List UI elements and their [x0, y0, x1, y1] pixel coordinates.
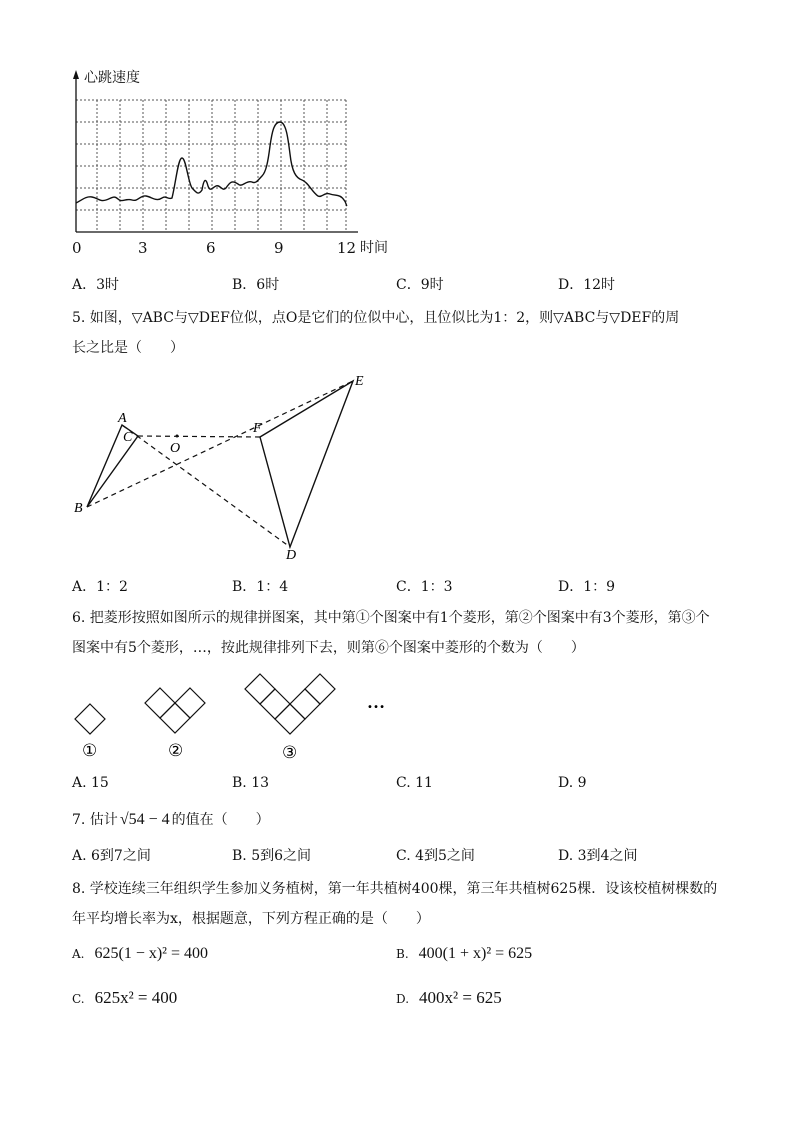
q5-option-d[interactable]: D．1：9: [558, 579, 616, 595]
label-c: C: [123, 430, 133, 445]
q8-option-d-letter: D.: [396, 992, 410, 1006]
chart-tick-3: 3: [138, 239, 148, 257]
chart-x-label: 时间: [360, 240, 388, 256]
heart-rate-chart: [60, 62, 400, 262]
q7-suffix: 的值在（ ）: [171, 812, 270, 828]
q6-option-a[interactable]: A. 15: [72, 775, 109, 791]
center-o: [176, 435, 179, 438]
q6-option-b[interactable]: B. 13: [232, 775, 270, 791]
q7-prefix: 7. 估计: [72, 812, 118, 828]
q6-figure: [60, 668, 420, 768]
q8-option-a-letter: A.: [72, 947, 85, 961]
label-b: B: [74, 501, 83, 516]
q5-option-b[interactable]: B．1：4: [232, 579, 289, 595]
q5-figure: [60, 360, 380, 570]
q7-option-c[interactable]: C. 4到5之间: [396, 848, 475, 864]
q4-option-c[interactable]: C．9时: [396, 277, 444, 293]
chart-tick-0: 0: [72, 239, 82, 257]
pattern-ellipsis: …: [367, 692, 385, 712]
q5-stem-line2: 长之比是（ ）: [72, 340, 184, 356]
q8-option-a[interactable]: [72, 944, 208, 964]
q6-option-c[interactable]: C. 11: [396, 775, 433, 791]
q8-option-a-expr: 625(1 − x)² = 400: [94, 945, 208, 962]
pattern-1-rhombus: [75, 704, 105, 734]
pattern-3: [245, 674, 335, 734]
label-a: A: [118, 411, 127, 426]
chart-tick-6: 6: [206, 239, 216, 257]
q7-expression: √54 − 4: [119, 811, 170, 828]
q8-option-c-letter: C.: [72, 992, 85, 1006]
q7-option-d[interactable]: D. 3到4之间: [558, 848, 638, 864]
q7-stem: [72, 810, 270, 830]
chart-grid: [76, 100, 346, 232]
q4-option-d[interactable]: D．12时: [558, 277, 616, 293]
label-f: F: [253, 421, 262, 436]
similar-triangles-figure: [60, 360, 380, 570]
q5-option-c[interactable]: C．1：3: [396, 579, 453, 595]
label-o: O: [170, 441, 181, 456]
triangle-def: [260, 381, 353, 547]
label-e: E: [355, 374, 364, 389]
q8-stem-line1: 8. 学校连续三年组织学生参加义务植树，第一年共植树400棵，第三年共植树625棵．设该校植树棵数的: [72, 881, 718, 897]
pattern-1-label: ①: [82, 741, 98, 760]
q7-option-b[interactable]: B. 5到6之间: [232, 848, 312, 864]
q8-option-b-expr: 400(1 + x)² = 625: [418, 945, 533, 962]
q8-option-b[interactable]: [396, 944, 532, 964]
chart-tick-9: 9: [274, 239, 284, 257]
pattern-2: [145, 688, 205, 733]
pattern-2-label: ②: [168, 741, 184, 760]
q8-option-d[interactable]: [396, 988, 502, 1009]
q4-option-a[interactable]: A．3时: [72, 277, 120, 293]
label-d: D: [286, 548, 297, 563]
chart-y-label: 心跳速度: [84, 70, 140, 86]
q6-option-d[interactable]: D. 9: [558, 775, 587, 791]
pattern-3-label: ③: [282, 743, 298, 762]
homothety-rays: [87, 381, 353, 547]
q8-option-d-expr: 400x² = 625: [419, 988, 502, 1007]
q5-option-a[interactable]: A．1：2: [72, 579, 128, 595]
q8-option-c-expr: 625x² = 400: [94, 988, 178, 1007]
q5-stem-line1: 5. 如图，▽ABC与▽DEF位似，点O是它们的位似中心，且位似比为1：2，则▽ABC与▽DEF的周: [72, 310, 680, 326]
chart-tick-12: 12: [337, 239, 357, 257]
q6-stem-line2: 图案中有5个菱形，…，按此规律排列下去，则第⑥个图案中菱形的个数为（ ）: [72, 640, 585, 656]
heart-rate-chart-svg: [60, 62, 400, 262]
q8-stem-line2: 年平均增长率为x，根据题意，下列方程正确的是（ ）: [72, 911, 430, 927]
q6-stem-line1: 6. 把菱形按照如图所示的规律拼图案，其中第①个图案中有1个菱形，第②个图案中有3个菱形，第③个: [72, 610, 710, 626]
rhombus-patterns: [60, 668, 420, 768]
q7-option-a[interactable]: A. 6到7之间: [72, 848, 151, 864]
q4-option-b[interactable]: B．6时: [232, 277, 280, 293]
q8-option-c[interactable]: [72, 988, 177, 1009]
y-axis-arrow: [73, 70, 79, 79]
q8-option-b-letter: B.: [396, 947, 409, 961]
